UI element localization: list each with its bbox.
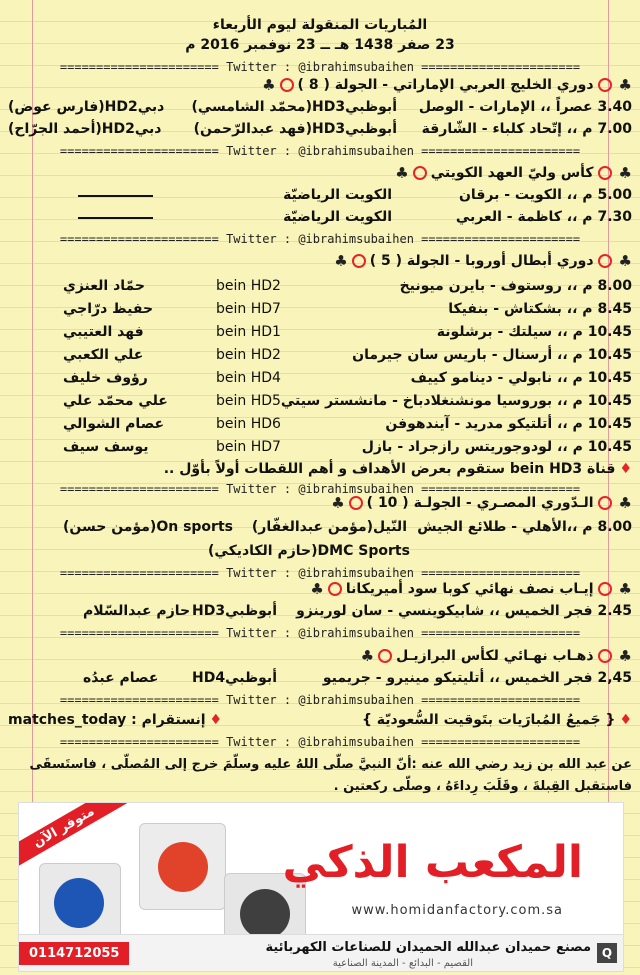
match-row: [8, 321, 632, 343]
match-commentator: رؤوف خليف: [63, 370, 148, 386]
match-row: [8, 600, 632, 622]
match-time-teams: 7.30 م ،، كاظمة - العربي: [455, 209, 632, 225]
match-row: [8, 516, 632, 538]
red-diamond-icon: ♦: [209, 712, 223, 728]
bein-hd3-note: ♦قناة bein HD3 ستقوم بعرض الأهداف و أهم اللقطات أولاً بأوّل ..: [8, 458, 632, 480]
red-circle-icon: [349, 496, 363, 510]
match-commentator: علي الكعبي: [63, 347, 144, 363]
match-channel: الكويت الرياضيّة: [283, 187, 392, 203]
match-channel: النّيل(مؤمن عبدالغفّار): [251, 519, 407, 535]
match-commentator: عصام عبدُه: [83, 670, 159, 686]
section-title-uae-league: ♣دوري الخليج العربي الإماراتي - الجولة ( 8 )♣: [262, 76, 632, 94]
red-circle-icon: [598, 582, 612, 596]
match-time-teams: 5.00 م ،، الكويت - برقان: [458, 187, 632, 203]
blue-socket-icon: [54, 878, 104, 928]
club-suit-icon: ♣: [262, 76, 276, 94]
match-time-teams: 7.00 م ،، إتّحاد كلباء - الشّارقة: [421, 121, 632, 137]
separator: ====================== Twitter : @ibrahimsubaihen ======================: [59, 232, 581, 246]
timezone-note: ♦{ جَميعُ المُبارَيات بتَوقيت السُّعوديّة }: [362, 709, 632, 731]
match-commentator: عصام الشوالي: [63, 416, 165, 432]
ad-banner[interactable]: [18, 802, 624, 972]
match-channel: أبوظبيHD3(محمّد الشامسي): [191, 99, 397, 115]
match-time-teams: 2,45 فجر الخميس ،، أتليتيكو مينيرو - جريميو: [322, 670, 632, 686]
red-circle-icon: [280, 78, 294, 92]
match-time-teams: 8.00 م ،،الأهلي - طلائع الجيش: [417, 519, 632, 535]
match-row: [8, 344, 632, 366]
separator: ====================== Twitter : @ibrahimsubaihen ======================: [59, 482, 581, 496]
section-title-champions-league: ♣دوري أبطال أوروبا - الجولة ( 5 )♣: [334, 252, 632, 270]
match-row: [8, 390, 632, 412]
match-channel: bein HD2: [216, 278, 281, 294]
match-commentator: حفيظ درّاجي: [63, 301, 154, 317]
company-location: القصيم - البدائع - المدينة الصناعية: [332, 958, 473, 969]
match-time-teams: 10.45 م ،، أتلتيكو مدريد - آيندهوفن: [385, 416, 632, 432]
match-time-teams: 10.45 م ،، بوروسيا مونشنغلادباخ - مانشستر سيتي: [280, 393, 632, 409]
instagram-handle-row: [8, 709, 222, 731]
hadith-line-2: فاستقبل القِبلةَ ، وقَلَبَ رِداءَهُ ، وصلّى ركعتين .: [333, 779, 632, 794]
match-time-teams: 10.45 م ،، لودوجوريتس رازجراد - بازل: [361, 439, 632, 455]
red-circle-icon: [598, 166, 612, 180]
match-row: [8, 184, 632, 206]
match-channel: bein HD6: [216, 416, 281, 432]
match-row: [8, 206, 632, 228]
club-suit-icon: ♣: [331, 494, 345, 512]
red-circle-icon: [413, 166, 427, 180]
match-time-teams: 2.45 فجر الخميس ،، شابيكوينسي - سان لورينزو: [296, 603, 632, 619]
separator: ====================== Twitter : @ibrahimsubaihen ======================: [59, 566, 581, 580]
page-title: المُباريات المنقولة ليوم الأربعاء: [212, 17, 428, 33]
match-commentator: يوسف سيف: [63, 439, 149, 455]
match-row: [8, 96, 632, 118]
club-suit-icon: ♣: [618, 647, 632, 665]
red-circle-icon: [378, 649, 392, 663]
match-channel: أبوظبيHD3: [192, 603, 277, 619]
power-cube-image: [139, 823, 226, 910]
club-suit-icon: ♣: [360, 647, 375, 665]
match-time-teams: 8.00 م ،، روستوف - بايرن ميونيخ: [399, 278, 632, 294]
timezone-note-row: [8, 709, 632, 731]
match-channel: الكويت الرياضيّة: [283, 209, 392, 225]
match-row: [8, 367, 632, 389]
match-channel: bein HD2: [216, 347, 281, 363]
ad-footer-band: [19, 934, 623, 971]
match-row: [8, 413, 632, 435]
match-row: [8, 275, 632, 297]
match-channel: bein HD1: [216, 324, 281, 340]
instagram-handle: matches_today: [8, 712, 127, 728]
club-suit-icon: ♣: [618, 164, 632, 182]
hadith-line-1: عن عبد الله بن زيد رضي الله عنه :أنّ النبيَّ صلّى اللهُ عليه وسلّمَ خرج إلى المُصلّى ، فاستَسقَى: [29, 757, 632, 772]
match-row: [8, 667, 632, 689]
section-title-kuwait-cup: ♣كأس وليّ العهد الكويتي♣: [395, 164, 632, 182]
ad-website-link[interactable]: www.homidanfactory.com.sa: [351, 903, 563, 918]
separator: ====================== Twitter : @ibrahimsubaihen ======================: [59, 144, 581, 158]
match-commentator: حازم عبدالسّلام: [83, 603, 191, 619]
red-circle-icon: [598, 649, 612, 663]
match-row: [8, 436, 632, 458]
match-extra-channel: DMC Sports(حازم الكاديكي): [208, 543, 410, 559]
match-commentator: حمّاد العنزي: [63, 278, 146, 294]
section-title-copa-sudamericana: ♣إيـاب نصف نهائي كوبا سود أميريكانا♣: [310, 580, 632, 598]
company-name: مصنع حميدان عبدالله الحميدان للصناعات الكهربائية: [265, 940, 591, 955]
red-circle-icon: [352, 254, 366, 268]
red-circle-icon: [598, 254, 612, 268]
power-cube-image: [39, 863, 121, 945]
red-circle-icon: [598, 78, 612, 92]
club-suit-icon: ♣: [618, 494, 632, 512]
club-suit-icon: ♣: [618, 252, 632, 270]
match-channel: bein HD7: [216, 301, 281, 317]
page-date: 23 صفر 1438 هـ ــ 23 نوفمبر 2016 م: [185, 37, 455, 53]
empty-commentator-line: [78, 206, 153, 219]
separator: ====================== Twitter : @ibrahimsubaihen ======================: [59, 60, 581, 74]
red-socket-icon: [158, 842, 208, 892]
ad-title: المكعب الذكي: [282, 837, 583, 888]
empty-commentator-line: [78, 184, 153, 197]
club-suit-icon: ♣: [310, 580, 324, 598]
red-diamond-icon: ♦: [619, 712, 632, 728]
match-channel: bein HD7: [216, 439, 281, 455]
club-suit-icon: ♣: [618, 76, 632, 94]
company-logo-icon: Q: [597, 943, 617, 963]
separator: ====================== Twitter : @ibrahimsubaihen ======================: [59, 693, 581, 707]
match-row-extra: [8, 540, 632, 562]
red-diamond-icon: ♦: [619, 461, 632, 477]
match-commentator: فهد العتيبي: [63, 324, 144, 340]
black-socket-icon: [240, 889, 290, 939]
match-channel: أبوظبيHD3(فهد عبدالرّحمن): [193, 121, 397, 137]
match-row: [8, 118, 632, 140]
red-circle-icon: [598, 496, 612, 510]
match-channel: أبوظبيHD4: [192, 670, 277, 686]
club-suit-icon: ♣: [395, 164, 409, 182]
club-suit-icon: ♣: [618, 580, 632, 598]
match-commentator: On sports(مؤمن حسن): [63, 519, 233, 535]
instagram-label: إنستقرام :: [131, 712, 206, 728]
match-time-teams: 10.45 م ،، أرسنال - باريس سان جيرمان: [352, 347, 632, 363]
match-time-teams: 10.45 م ،، نابولي - دينامو كييف: [410, 370, 632, 386]
match-channel: bein HD4: [216, 370, 281, 386]
match-time-teams: 8.45 م ،، بشكتاش - بنفيكا: [448, 301, 632, 317]
match-row: [8, 298, 632, 320]
match-commentator: علي محمّد علي: [63, 393, 168, 409]
club-suit-icon: ♣: [334, 252, 348, 270]
match-commentator: دبيHD2(أحمد الجرّاح): [8, 121, 162, 137]
available-now-ribbon: متوفر الآن: [18, 802, 134, 874]
phone-number[interactable]: 0114712055: [19, 942, 129, 965]
separator: ====================== Twitter : @ibrahimsubaihen ======================: [59, 735, 581, 749]
match-commentator: دبيHD2(فارس عوض): [8, 99, 165, 115]
match-time-teams: 10.45 م ،، سيلتك - برشلونة: [436, 324, 632, 340]
section-title-egyptian-league: ♣الـدّوري المصـري - الجولـة ( 10 )♣: [331, 494, 632, 512]
match-time-teams: 3.40 عصراً ،، الإمارات - الوصل: [418, 99, 632, 115]
section-title-brazil-cup: ♣ذهـاب نهـائي لكأس البرازيـل♣: [360, 647, 632, 665]
red-circle-icon: [328, 582, 342, 596]
separator: ====================== Twitter : @ibrahimsubaihen ======================: [59, 626, 581, 640]
match-channel: bein HD5: [216, 393, 281, 409]
